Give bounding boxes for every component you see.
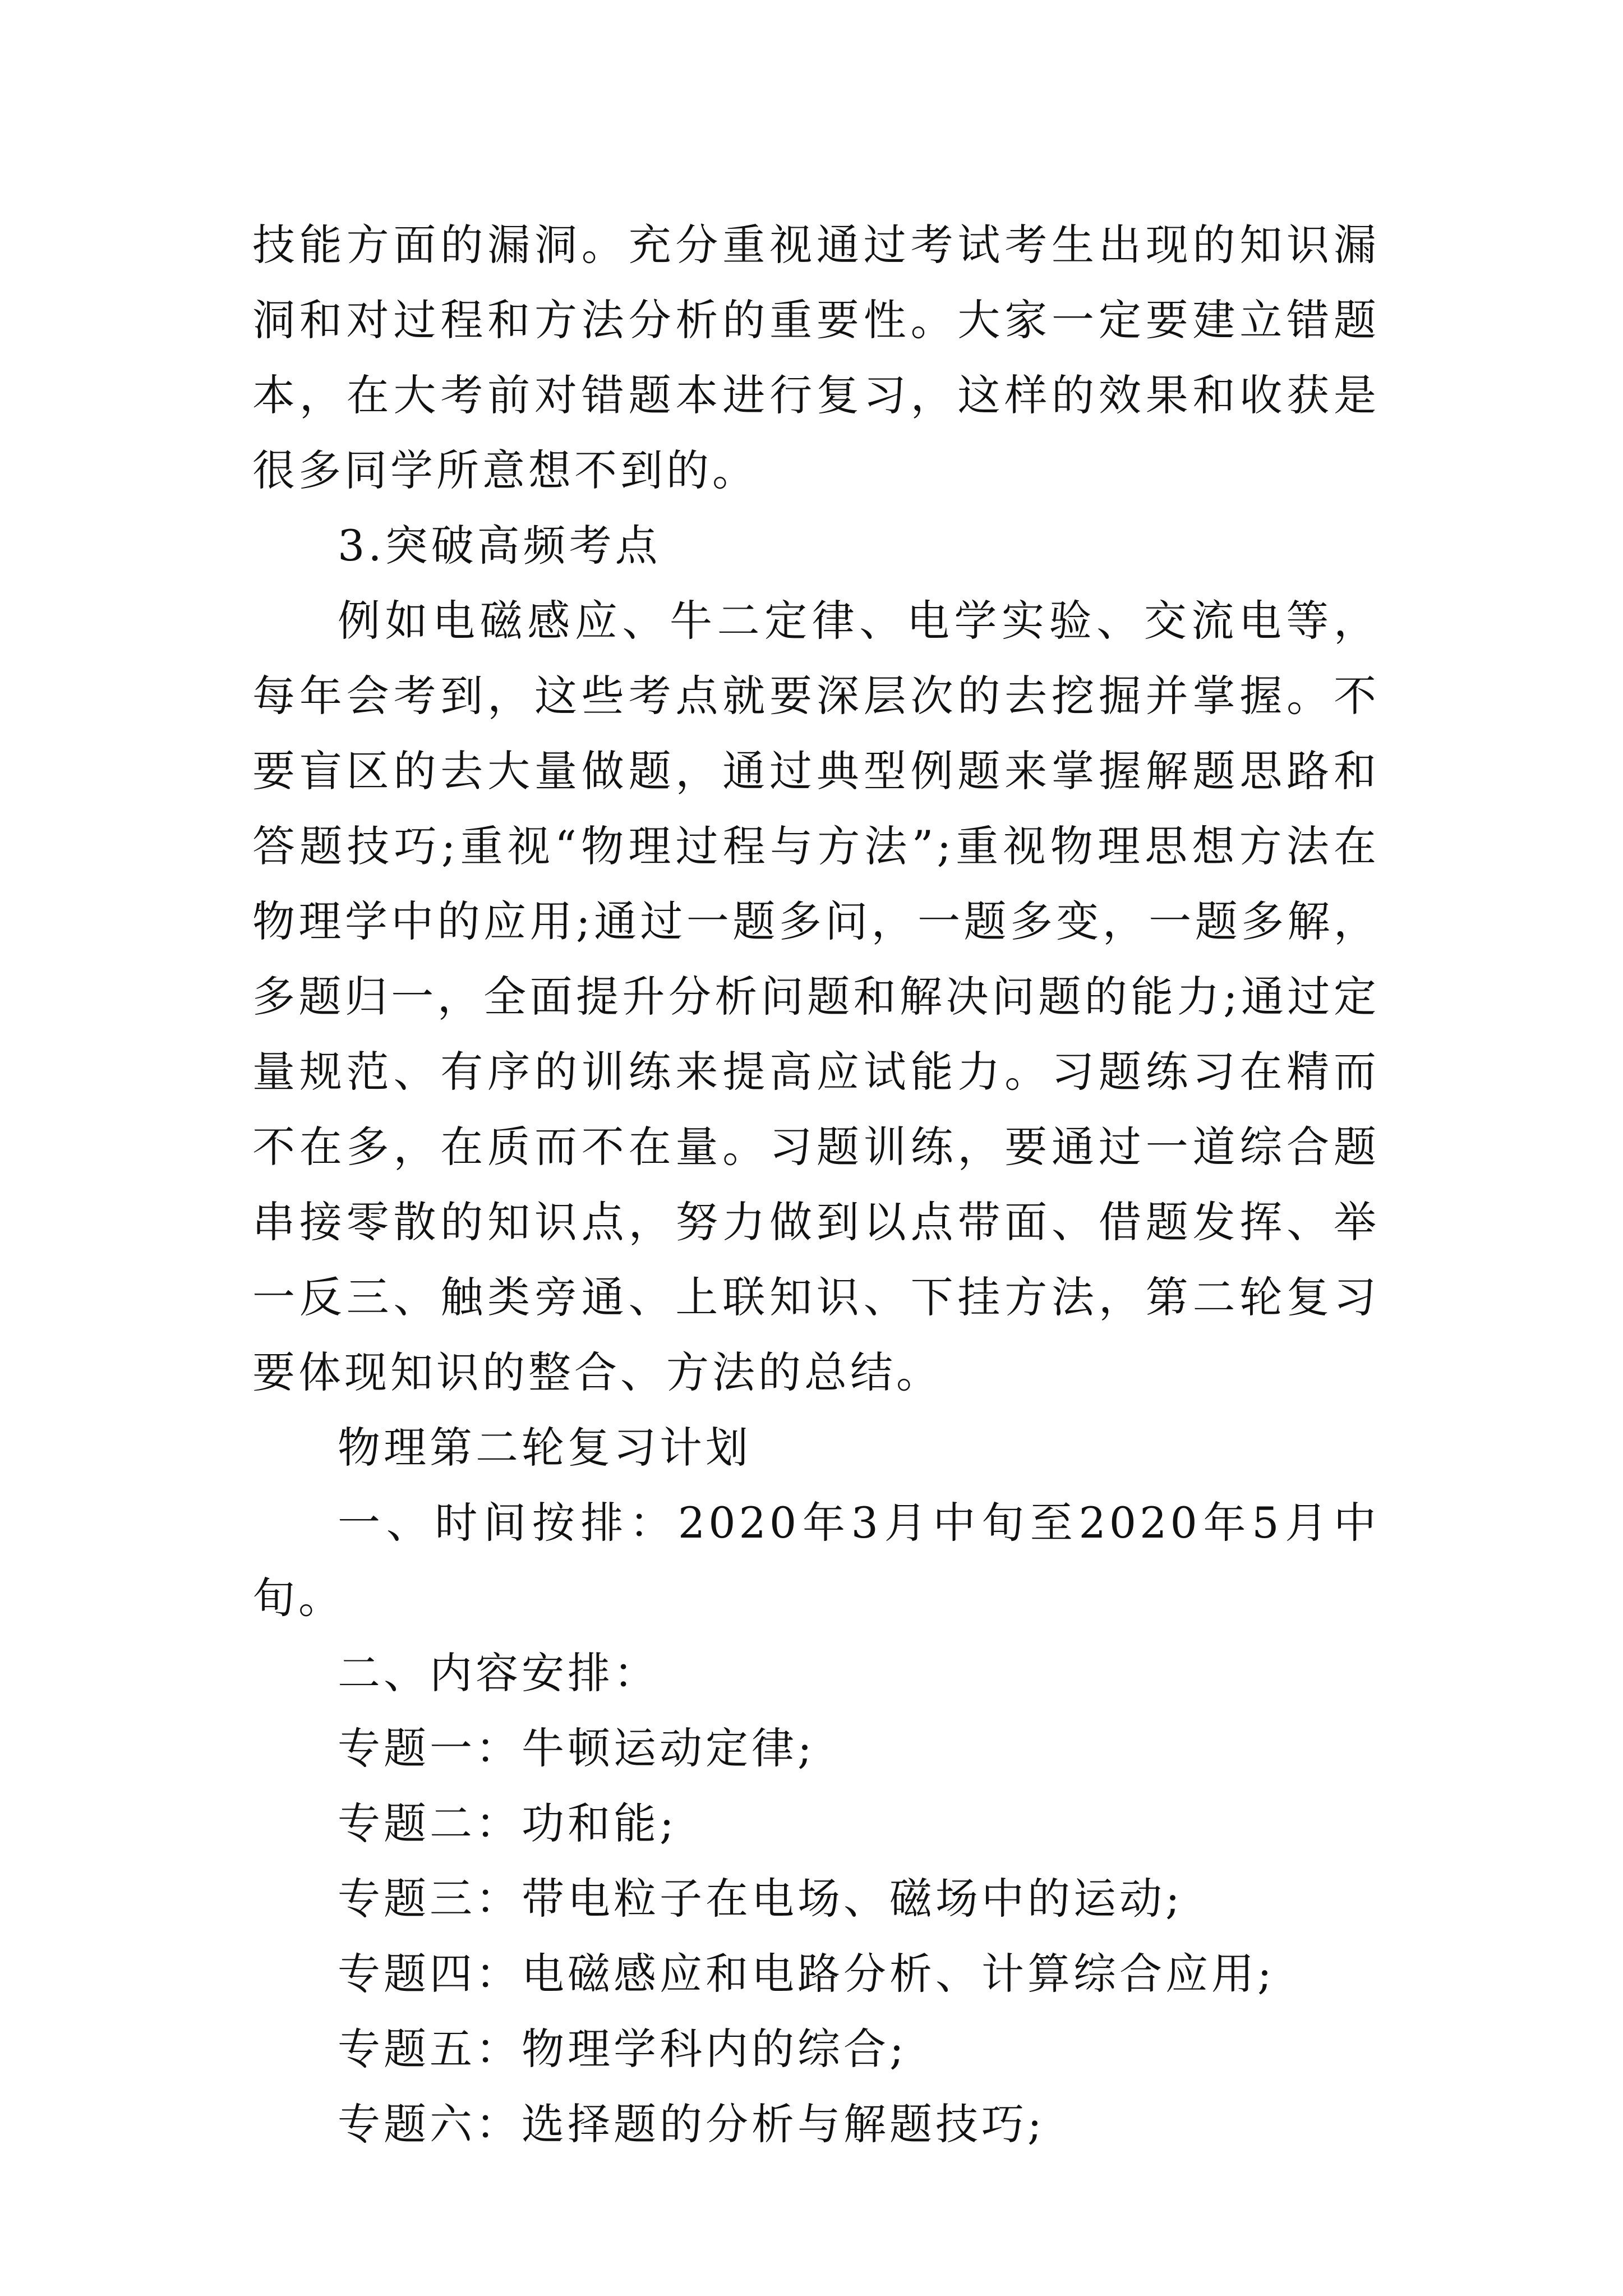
topic-2: 专题二：功和能; (338, 1798, 677, 1848)
paragraph-high-frequency-points: 例如电磁感应、牛二定律、电学实验、交流电等，每年会考到，这些考点就要深层次的去挖掘并掌握。不要盲区的去大量做题，通过典型例题来掌握解题思路和答题技巧;重视“物理过程与方法”;重视物理思想方法在物理学中的应用;通过一题多问，一题多变，一题多解，多题归一，全面提升分析问题和解决问题的能力;通过定量规范、有序的训练来提高应试能力。习题练习在精而不在多，在质而不在量。习题训练，要通过一道综合题串接零散的知识点，努力做到以点带面、借题发挥、举一反三、触类旁通、上联知识、下挂方法，第二轮复习要体现知识的整合、方法的总结。 (252, 596, 1380, 1397)
item-time-arrangement: 一、时间按排：2020年3月中旬至2020年5月中旬。 (252, 1498, 1380, 1623)
heading-second-round-plan: 物理第二轮复习计划 (338, 1423, 751, 1473)
topic-5: 专题五：物理学科内的综合; (338, 2024, 907, 2074)
paragraph-error-notebook: 技能方面的漏洞。充分重视通过考试考生出现的知识漏洞和对过程和方法分析的重要性。大家一定要建立错题本，在大考前对错题本进行复习，这样的效果和收获是很多同学所意想不到的。 (252, 220, 1380, 495)
topic-1: 专题一：牛顿运动定律; (338, 1723, 815, 1773)
topic-4: 专题四：电磁感应和电路分析、计算综合应用; (338, 1949, 1275, 1999)
item-content-arrangement: 二、内容安排： (338, 1648, 660, 1698)
document-body (252, 208, 1380, 2162)
heading-high-frequency-points: 3.突破高频考点 (338, 521, 661, 570)
topic-6: 专题六：选择题的分析与解题技巧; (338, 2099, 1045, 2149)
topic-3: 专题三：带电粒子在电场、磁场中的运动; (338, 1874, 1183, 1924)
